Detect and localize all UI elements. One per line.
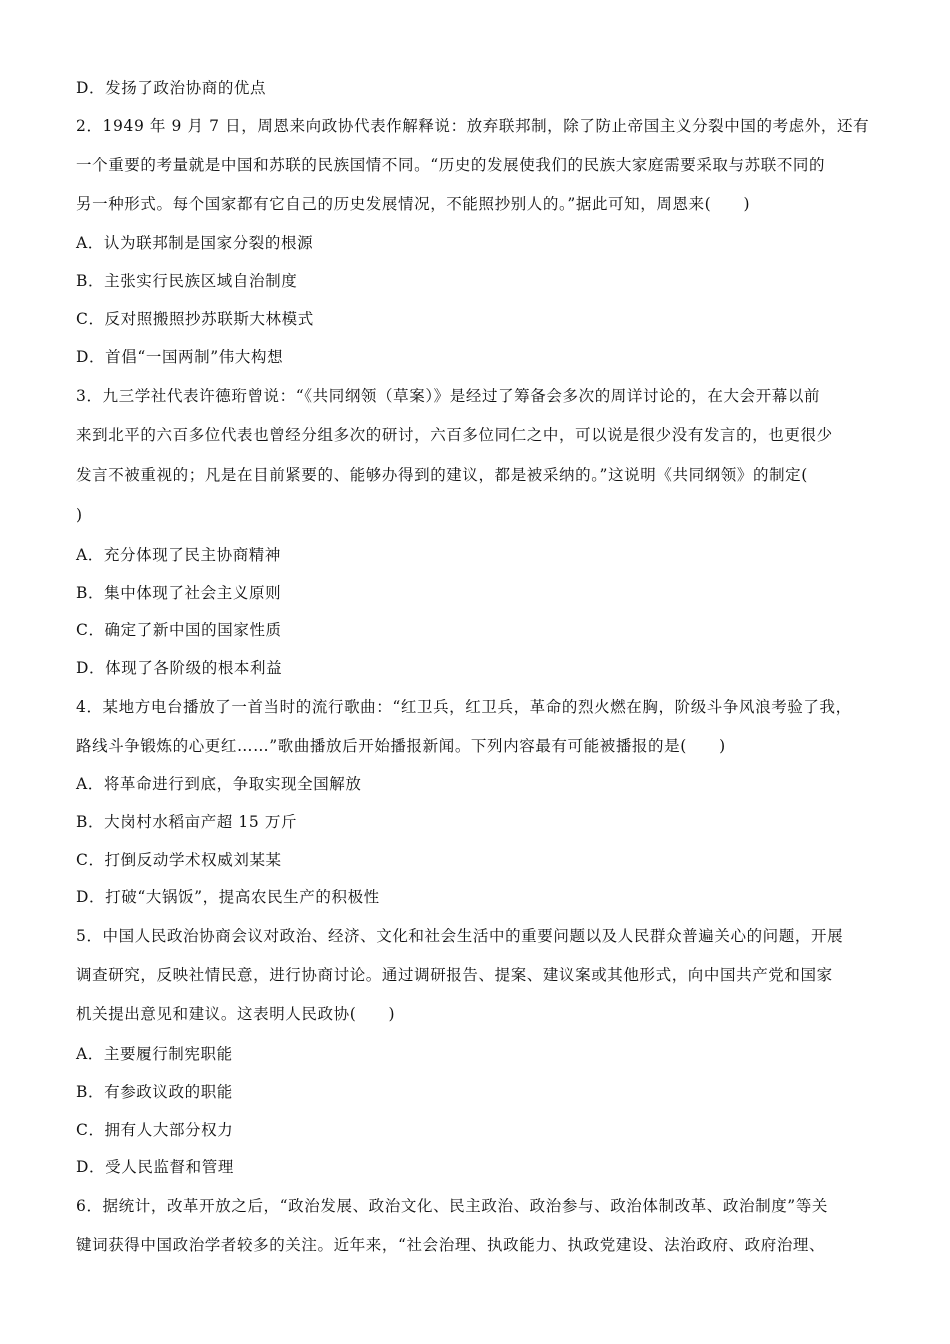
question-3-line-1: 3．九三学社代表许德珩曾说：“《共同纲领（草案）》是经过了筹备会多次的周详讨论的，在大会开幕以前 [76, 387, 821, 405]
option-c-q4: C．打倒反动学术权威刘某某 [76, 851, 282, 869]
option-c-q2: C．反对照搬照抄苏联斯大林模式 [76, 310, 314, 328]
question-6-line-2: 键词获得中国政治学者较多的关注。近年来，“社会治理、执政能力、执政党建设、法治政府、政府治理、 [76, 1236, 826, 1254]
option-c-q3: C．确定了新中国的国家性质 [76, 621, 282, 639]
question-5-line-1: 5．中国人民政治协商会议对政治、经济、文化和社会生活中的重要问题以及人民群众普遍关心的问题，开展 [76, 927, 844, 945]
option-b-q2: B．主张实行民族区域自治制度 [76, 272, 298, 290]
question-4-line-1: 4．某地方电台播放了一首当时的流行歌曲：“红卫兵，红卫兵，革命的烈火燃在胸，阶级斗争风浪考验了我， [76, 698, 852, 716]
option-d-q3: D．体现了各阶级的根本利益 [76, 659, 283, 677]
question-5-line-3: 机关提出意见和建议。这表明人民政协( ) [76, 1005, 396, 1023]
option-a-q4: A．将革命进行到底，争取实现全国解放 [76, 775, 362, 793]
question-2-line-1: 2．1949 年 9 月 7 日，周恩来向政协代表作解释说：放弃联邦制，除了防止帝国主义分裂中国的考虑外，还有 [76, 117, 870, 135]
option-a-q3: A．充分体现了民主协商精神 [76, 546, 281, 564]
question-4-line-2: 路线斗争锻炼的心更红……”歌曲播放后开始播报新闻。下列内容最有可能被播报的是( ) [76, 737, 726, 755]
option-d-q1: D．发扬了政治协商的优点 [76, 79, 267, 97]
option-d-q4: D．打破“大锅饭”，提高农民生产的积极性 [76, 888, 380, 906]
question-3-line-3: 发言不被重视的；凡是在目前紧要的、能够办得到的建议，都是被采纳的。”这说明《共同纲领》的制定( [76, 466, 808, 484]
question-3-line-2: 来到北平的六百多位代表也曾经分组多次的研讨，六百多位同仁之中，可以说是很少没有发言的，也更很少 [76, 426, 833, 444]
question-6-line-1: 6．据统计，改革开放之后，“政治发展、政治文化、民主政治、政治参与、政治体制改革、政治制度”等关 [76, 1197, 829, 1215]
option-a-q2: A．认为联邦制是国家分裂的根源 [76, 234, 314, 252]
question-5-line-2: 调查研究，反映社情民意，进行协商讨论。通过调研报告、提案、建议案或其他形式，向中国共产党和国家 [76, 966, 833, 984]
option-c-q5: C．拥有人大部分权力 [76, 1121, 234, 1139]
option-b-q5: B．有参政议政的职能 [76, 1083, 233, 1101]
option-b-q4: B．大岗村水稻亩产超 15 万斤 [76, 813, 298, 831]
question-2-line-2: 一个重要的考量就是中国和苏联的民族国情不同。“历史的发展使我们的民族大家庭需要采取与苏联不同的 [76, 156, 826, 174]
option-d-q5: D．受人民监督和管理 [76, 1158, 234, 1176]
option-a-q5: A．主要履行制宪职能 [76, 1045, 233, 1063]
question-3-line-4: ) [76, 506, 83, 524]
option-d-q2: D．首倡“一国两制”伟大构想 [76, 348, 284, 366]
question-2-line-3: 另一种形式。每个国家都有它自己的历史发展情况，不能照抄别人的。”据此可知，周恩来( ) [76, 195, 751, 213]
option-b-q3: B．集中体现了社会主义原则 [76, 584, 282, 602]
